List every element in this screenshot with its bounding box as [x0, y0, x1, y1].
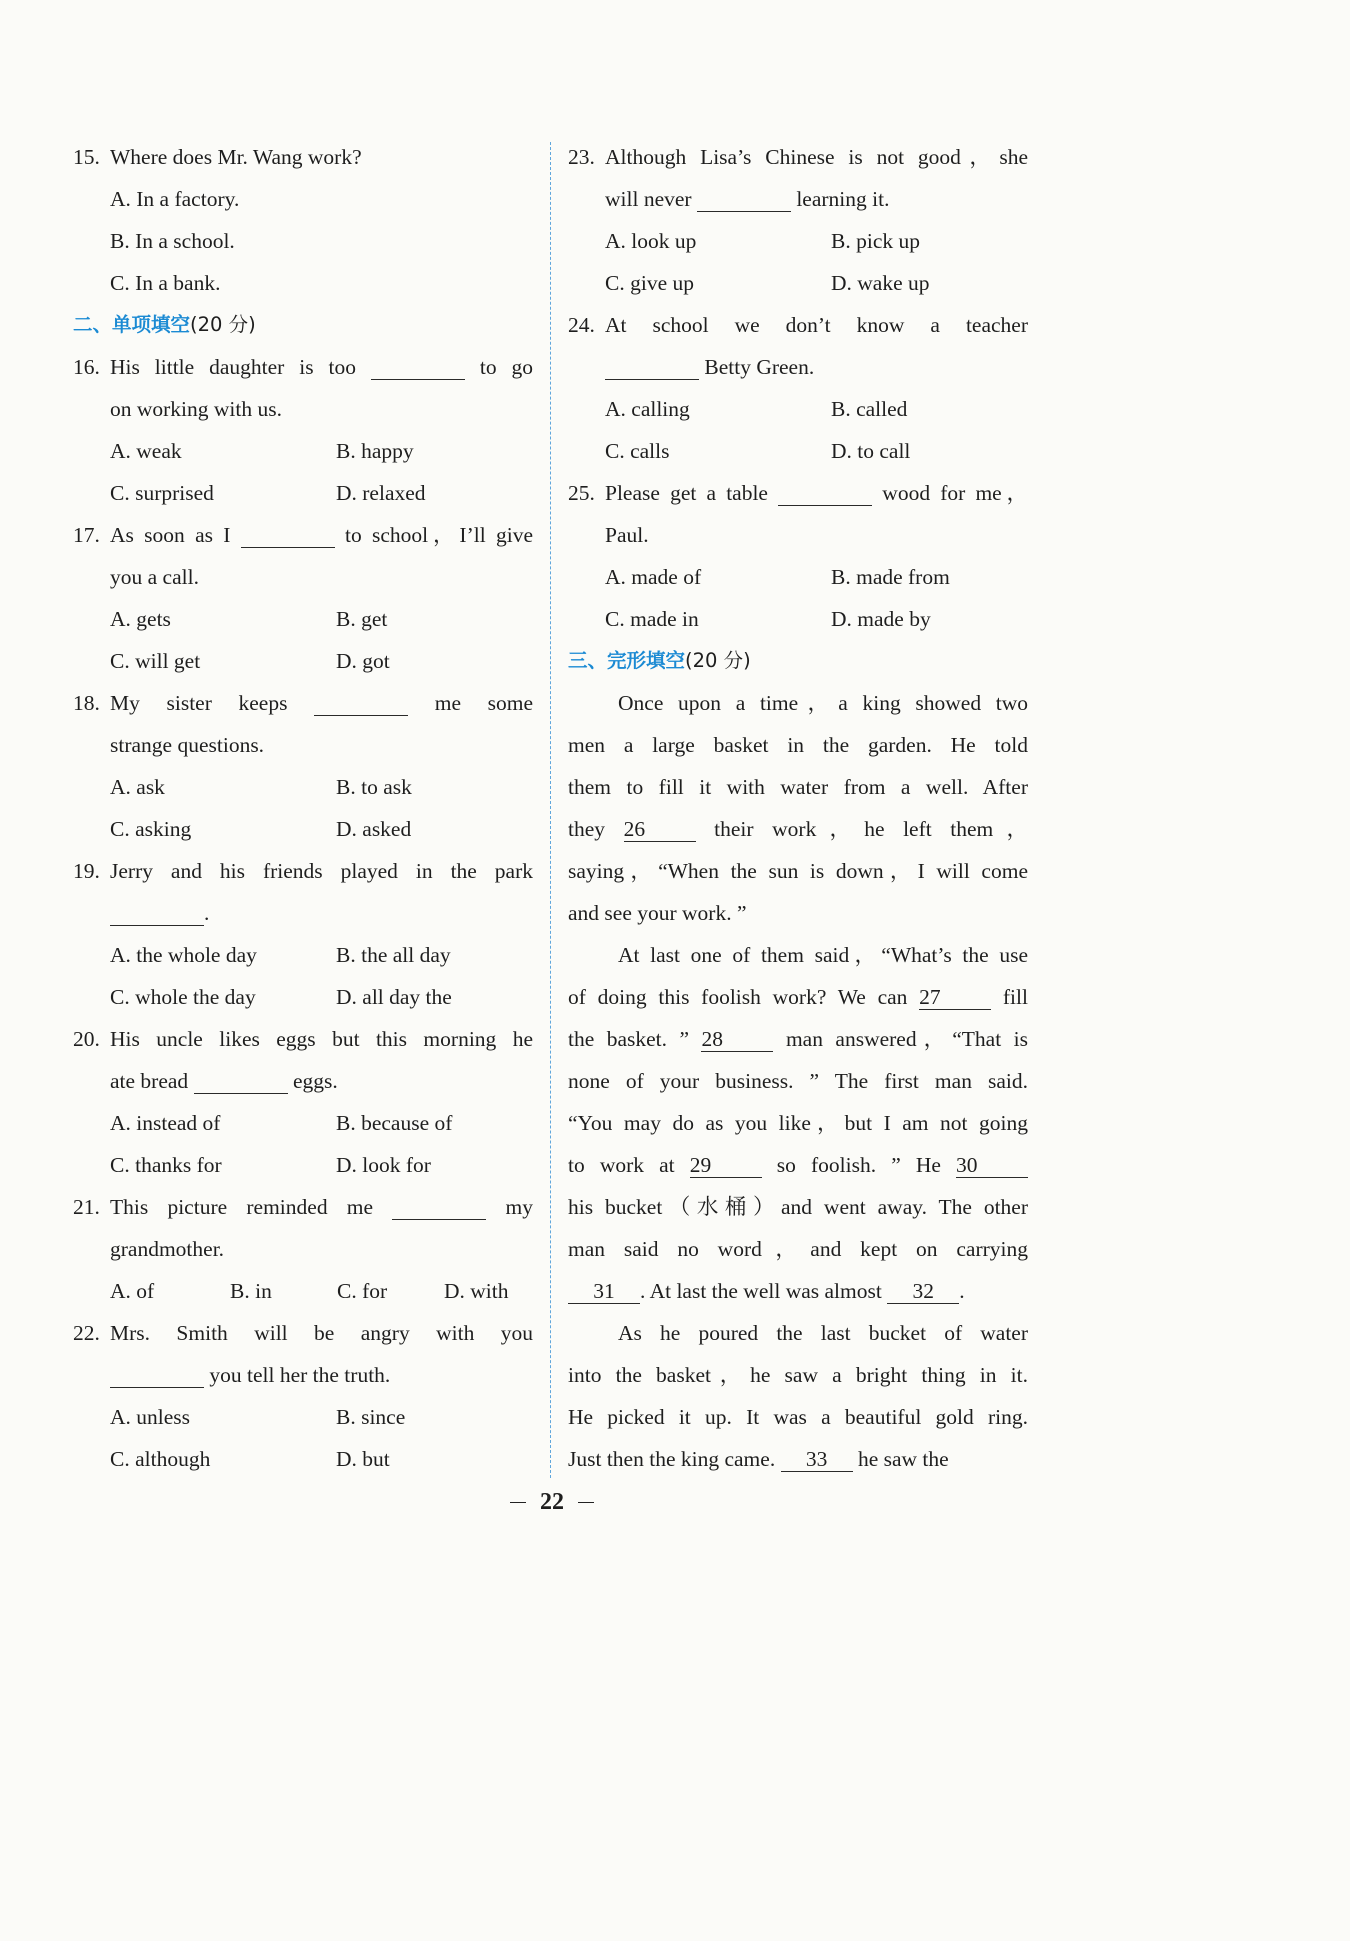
- answer-options: [73, 1396, 533, 1480]
- answer-options: [568, 388, 1028, 472]
- answer-blank-30: 30: [956, 1153, 1028, 1178]
- section-score: (20 分): [190, 313, 256, 336]
- section-title: 三、完形填空: [568, 649, 686, 672]
- answer-blank: [371, 355, 465, 380]
- question-number: 21.: [73, 1195, 100, 1219]
- answer-option-b: B. because of: [336, 1111, 453, 1135]
- question-number: 18.: [73, 691, 100, 715]
- answer-option-b: B. in: [230, 1279, 272, 1303]
- passage-line: man said no word，and kept on carrying: [568, 1237, 1028, 1261]
- passage-line: none of your business. ” The first man said.: [568, 1069, 1028, 1093]
- question-15: [73, 136, 533, 304]
- question-stem-line: [73, 514, 533, 556]
- question-stem-line: [73, 892, 533, 934]
- answer-option-c: C. In a bank.: [110, 271, 221, 295]
- question-stem-text: ate bread eggs.: [110, 1069, 338, 1093]
- answer-option-d: D. relaxed: [336, 481, 426, 505]
- answer-option-c: C. give up: [605, 271, 694, 295]
- question-number: 17.: [73, 523, 100, 547]
- answer-option-c: C. made in: [605, 607, 699, 631]
- question-16: [73, 346, 533, 514]
- answer-option-b: B. happy: [336, 439, 414, 463]
- passage-paragraph: [568, 1312, 1028, 1480]
- question-stem-text: His little daughter is too to go: [110, 355, 533, 379]
- passage-line: them to fill it with water from a well. After: [568, 775, 1028, 799]
- answer-option-b: B. called: [831, 397, 908, 421]
- question-20: [73, 1018, 533, 1186]
- question-stem-line: [73, 1312, 533, 1354]
- passage-line: At last one of them said，“What’s the use: [618, 943, 1028, 967]
- answer-blank-29: 29: [690, 1153, 762, 1178]
- question-stem-text: will never learning it.: [605, 187, 890, 211]
- passage-line: his bucket（水桶）and went away. The other: [568, 1195, 1028, 1219]
- answer-option-b: B. to ask: [336, 775, 412, 799]
- answer-options: [73, 1270, 533, 1312]
- answer-options: [73, 430, 533, 514]
- section-score: (20 分): [685, 649, 751, 672]
- passage-line: Once upon a time，a king showed two: [618, 691, 1028, 715]
- question-17: [73, 514, 533, 682]
- answer-option-c: C. whole the day: [110, 985, 256, 1009]
- question-21: [73, 1186, 533, 1312]
- question-stem-text: you tell her the truth.: [110, 1354, 533, 1396]
- passage-paragraph: [568, 934, 1028, 1312]
- page-number-dash-left: [510, 1502, 526, 1503]
- section-heading: [73, 304, 533, 346]
- question-stem-line: [73, 1354, 533, 1396]
- question-24: [568, 304, 1028, 472]
- question-stem-text: Jerry and his friends played in the park: [110, 859, 533, 883]
- passage-paragraph: [568, 682, 1028, 934]
- answer-option-a: A. made of: [605, 565, 702, 589]
- question-number: 20.: [73, 1027, 100, 1051]
- passage-line: He picked it up. It was a beautiful gold ring.: [568, 1405, 1028, 1429]
- question-stem-text: Where does Mr. Wang work?: [110, 145, 362, 169]
- question-stem-line: [568, 136, 1028, 178]
- question-stem-line: [73, 346, 533, 388]
- passage-line: saying，“When the sun is down，I will come: [568, 859, 1028, 883]
- question-stem-line: [568, 178, 1028, 220]
- answer-option-a: A. In a factory.: [110, 187, 240, 211]
- left-column: [73, 136, 533, 1480]
- answer-option-c: C. will get: [110, 649, 201, 673]
- answer-option-a: A. instead of: [110, 1111, 221, 1135]
- question-number: 25.: [568, 481, 595, 505]
- answer-option-d: D. but: [336, 1447, 390, 1471]
- answer-option-d: D. asked: [336, 817, 412, 841]
- answer-option-a: A. gets: [110, 607, 171, 631]
- answer-option-b: B. get: [336, 607, 388, 631]
- passage-line: 31 . At last the well was almost 32 .: [568, 1270, 1028, 1312]
- question-stem-text: This picture reminded me my: [110, 1195, 533, 1219]
- answer-option-a: A. the whole day: [110, 943, 257, 967]
- question-stem-line: [568, 472, 1028, 514]
- question-stem-text: .: [110, 892, 533, 934]
- question-19: [73, 850, 533, 1018]
- question-number: 16.: [73, 355, 100, 379]
- answer-blank: [194, 1069, 288, 1094]
- answer-option-d: D. all day the: [336, 985, 452, 1009]
- question-stem-text: His uncle likes eggs but this morning he: [110, 1027, 533, 1051]
- question-stem-line: [73, 1228, 533, 1270]
- answer-option-a: A. look up: [605, 229, 697, 253]
- answer-blank: [697, 187, 791, 212]
- answer-options: [568, 556, 1028, 640]
- question-stem-line: [73, 1018, 533, 1060]
- question-stem-line: [568, 304, 1028, 346]
- answer-options: [73, 1102, 533, 1186]
- question-stem-text: Although Lisa’s Chinese is not good，she: [605, 145, 1028, 169]
- passage-line: and see your work. ”: [568, 901, 747, 925]
- question-stem-line: [73, 724, 533, 766]
- passage-line: men a large basket in the garden. He told: [568, 733, 1028, 757]
- question-stem-line: [73, 1186, 533, 1228]
- answer-option-c: C. asking: [110, 817, 192, 841]
- question-number: 24.: [568, 313, 595, 337]
- answer-blank: [241, 523, 335, 548]
- question-stem-line: [73, 1060, 533, 1102]
- question-stem-text: My sister keeps me some: [110, 691, 533, 715]
- answer-option-c: C. thanks for: [110, 1153, 222, 1177]
- passage-line: they 26 their work，he left them，: [568, 817, 1028, 841]
- passage-line: of doing this foolish work? We can 27 fill: [568, 985, 1028, 1009]
- answer-option-d: D. made by: [831, 607, 931, 631]
- answer-blank: [605, 355, 699, 380]
- answer-blank-28: 28: [701, 1027, 773, 1052]
- question-stem-text: strange questions.: [110, 733, 265, 757]
- answer-option-d: D. with: [444, 1279, 509, 1303]
- answer-blank-31: 31: [568, 1279, 640, 1304]
- column-divider: [550, 142, 551, 1478]
- answer-option-c: C. surprised: [110, 481, 214, 505]
- passage-line: to work at 29 so foolish. ” He 30: [568, 1144, 1028, 1186]
- answer-option-d: D. look for: [336, 1153, 431, 1177]
- answer-option-c: C. calls: [605, 439, 670, 463]
- section-heading: [568, 640, 1028, 682]
- answer-option-d: D. got: [336, 649, 390, 673]
- question-stem-line: [568, 514, 1028, 556]
- answer-option-a: A. weak: [110, 439, 182, 463]
- question-22: [73, 1312, 533, 1480]
- question-stem-text: Mrs. Smith will be angry with you: [110, 1321, 533, 1345]
- question-stem-text: Please get a table wood for me，: [605, 481, 1028, 505]
- question-stem-text: As soon as I to school，I’ll give: [110, 523, 533, 547]
- question-stem-text: At school we don’t know a teacher: [605, 313, 1028, 337]
- question-18: [73, 682, 533, 850]
- answer-blank-26: 26: [624, 817, 696, 842]
- answer-options: [73, 598, 533, 682]
- question-stem-text: Betty Green.: [605, 346, 1028, 388]
- question-stem-line: [73, 850, 533, 892]
- answer-blank-27: 27: [919, 985, 991, 1010]
- passage-line: Just then the king came. 33 he saw the: [568, 1447, 949, 1471]
- answer-blank-33: 33: [781, 1447, 853, 1472]
- answer-blank-32: 32: [887, 1279, 959, 1304]
- question-stem-line: [73, 682, 533, 724]
- answer-option-a: A. ask: [110, 775, 165, 799]
- answer-blank: [110, 901, 204, 926]
- question-stem-text: you a call.: [110, 565, 199, 589]
- passage-line: the basket. ” 28 man answered，“That is: [568, 1027, 1028, 1051]
- answer-options: [568, 220, 1028, 304]
- answer-options: [73, 766, 533, 850]
- cloze-passage: [568, 682, 1028, 1480]
- question-stem-line: [73, 388, 533, 430]
- answer-option-b: B. the all day: [336, 943, 451, 967]
- answer-blank: [314, 691, 408, 716]
- answer-blank: [778, 481, 872, 506]
- answer-option-b: B. since: [336, 1405, 406, 1429]
- question-stem-line: [73, 556, 533, 598]
- question-stem-line: [73, 136, 533, 178]
- answer-option-a: A. calling: [605, 397, 690, 421]
- question-number: 23.: [568, 145, 595, 169]
- page-number-dash-right: [578, 1502, 594, 1503]
- passage-line: “You may do as you like，but I am not going: [568, 1111, 1028, 1135]
- question-number: 15.: [73, 145, 100, 169]
- answer-option-d: D. wake up: [831, 271, 930, 295]
- answer-option-a: A. of: [110, 1279, 155, 1303]
- question-stem-text: Paul.: [605, 523, 649, 547]
- answer-option-c: C. for: [337, 1279, 388, 1303]
- question-stem-text: on working with us.: [110, 397, 282, 421]
- question-number: 22.: [73, 1321, 100, 1345]
- answer-blank: [392, 1195, 486, 1220]
- answer-option-d: D. to call: [831, 439, 911, 463]
- answer-blank: [110, 1363, 204, 1388]
- page-number-value: 22: [540, 1488, 564, 1515]
- answer-option-a: A. unless: [110, 1405, 191, 1429]
- question-23: [568, 136, 1028, 304]
- right-column: [568, 136, 1028, 1480]
- page-number: [452, 1482, 652, 1522]
- passage-line: As he poured the last bucket of water: [618, 1321, 1028, 1345]
- question-stem-text: grandmother.: [110, 1237, 225, 1261]
- answer-option-b: B. In a school.: [110, 229, 235, 253]
- question-25: [568, 472, 1028, 640]
- question-stem-line: [568, 346, 1028, 388]
- answer-options: [73, 934, 533, 1018]
- answer-option-b: B. made from: [831, 565, 950, 589]
- passage-line: into the basket，he saw a bright thing in it.: [568, 1363, 1028, 1387]
- section-title: 二、单项填空: [73, 313, 191, 336]
- answer-option-c: C. although: [110, 1447, 211, 1471]
- answer-option-b: B. pick up: [831, 229, 920, 253]
- question-number: 19.: [73, 859, 100, 883]
